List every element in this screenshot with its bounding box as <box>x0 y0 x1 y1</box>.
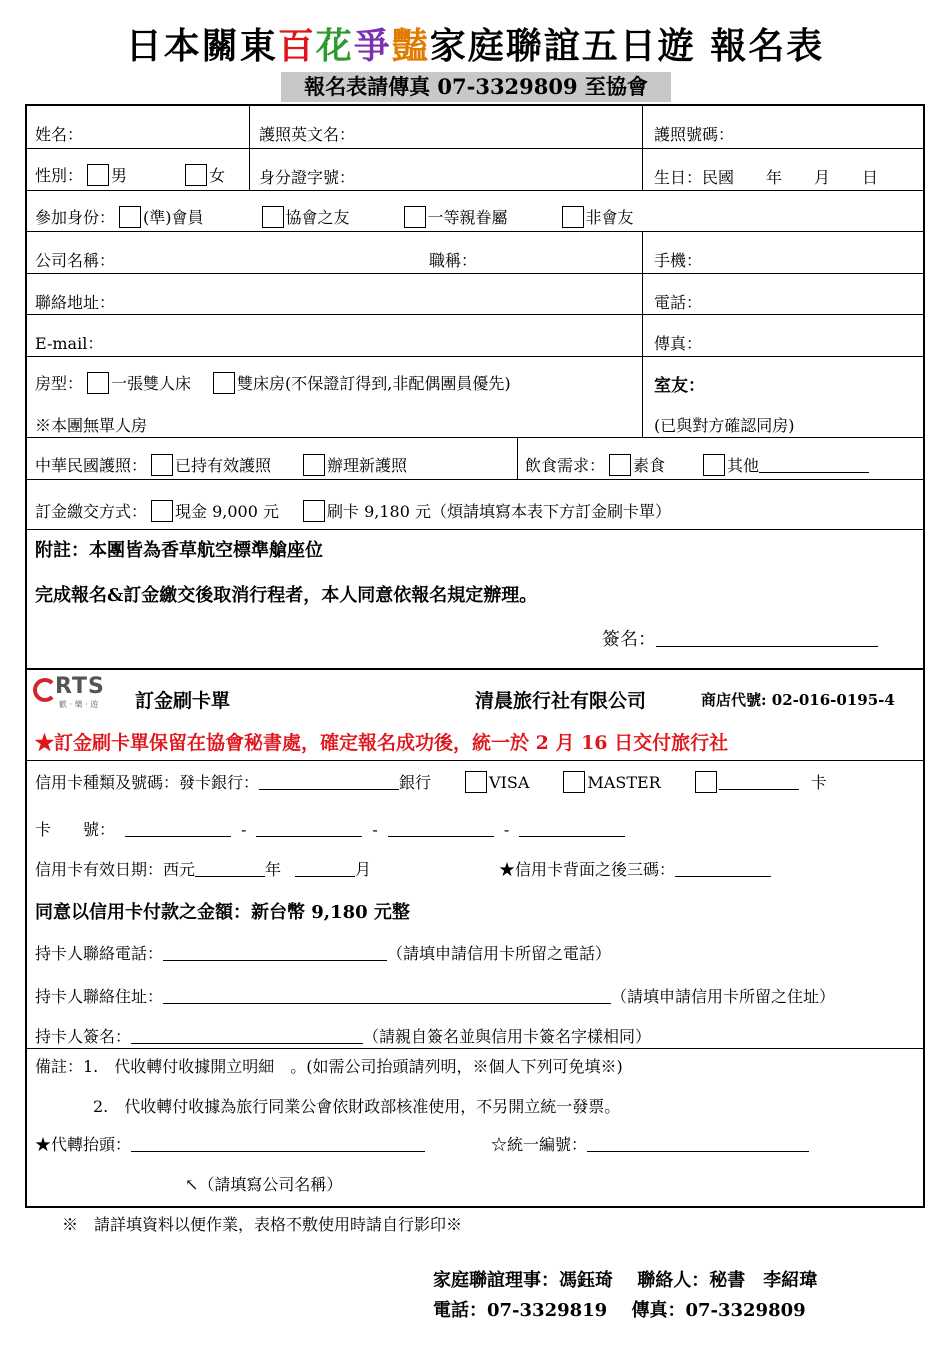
new-passport-checkbox[interactable] <box>303 454 325 476</box>
signature-field: 簽名： <box>602 625 878 651</box>
holder-sign-input[interactable] <box>131 1027 363 1044</box>
card-number-part-2[interactable] <box>256 820 362 837</box>
col-divider <box>517 437 518 479</box>
friend-checkbox[interactable] <box>262 206 284 228</box>
female-checkbox[interactable] <box>185 164 207 186</box>
roommate-note: (已與對方確認同房) <box>654 416 795 435</box>
note-airline: 附註：本團皆為香草航空標準艙座位 <box>35 540 323 561</box>
section-divider <box>27 668 923 670</box>
row-divider <box>27 479 923 480</box>
registration-form <box>25 104 925 1208</box>
remark-2: 2. 代收轉付收據為旅行同業公會依財政部核准使用，不另開立統一發票。 <box>93 1097 621 1116</box>
row-divider <box>27 231 923 232</box>
room-double-checkbox[interactable] <box>87 372 109 394</box>
room-twin-checkbox[interactable] <box>213 372 235 394</box>
remark-1: 備註：1. 代收轉付收據開立明細 。(如需公司抬頭請列明，※個人下列可免填※) <box>35 1057 623 1076</box>
other-card-input[interactable] <box>719 773 799 790</box>
cash-checkbox[interactable] <box>151 500 173 522</box>
agency-name: 清晨旅行社有限公司 <box>475 690 647 712</box>
row-divider <box>27 273 923 274</box>
bank-input[interactable] <box>259 773 399 790</box>
row-divider <box>27 314 923 315</box>
cvv-field: ★信用卡背面之後三碼： <box>499 857 771 880</box>
birthday-label: 生日：民國 年 月 日 <box>654 168 879 187</box>
diet-field: 飲食需求： 素食 其他 <box>525 453 869 476</box>
card-number-part-4[interactable] <box>519 820 625 837</box>
address-label: 聯絡地址： <box>35 293 116 312</box>
fax-banner: 報名表請傳真 07-3329809 至協會 <box>281 72 671 102</box>
holder-phone-input[interactable] <box>163 944 387 961</box>
fax-label: 傳真： <box>654 334 703 353</box>
member-checkbox[interactable] <box>119 206 141 228</box>
contact-phone: 電話：07-3329819 傳真：07-3329809 <box>433 1300 806 1321</box>
tax-id-input[interactable] <box>587 1135 809 1152</box>
row-divider <box>27 356 923 357</box>
col-divider <box>642 231 643 437</box>
phone-label: 電話： <box>654 293 703 312</box>
identity-field: 參加身份： (準)會員 協會之友 一等親眷屬 非會友 <box>35 208 634 227</box>
invoice-title-field: ★代轉抬頭： <box>35 1132 425 1155</box>
row-divider <box>27 190 923 191</box>
rts-logo: RTS 歡 ‧ 樂 ‧ 遊 <box>33 674 123 710</box>
holder-phone-field: 持卡人聯絡電話： （請填申請信用卡所留之電話） <box>35 944 612 963</box>
merchant-id: 商店代號: 02-016-0195-4 <box>701 691 895 709</box>
card-number-part-1[interactable] <box>125 820 231 837</box>
roommate-label: 室友： <box>654 376 705 396</box>
id-label: 身分證字號： <box>259 168 356 187</box>
family-checkbox[interactable] <box>404 206 426 228</box>
invoice-title-input[interactable] <box>131 1135 425 1152</box>
contact-info: 家庭聯誼理事：馮鈺琦 聯絡人：秘書 李紹瑋 <box>433 1270 818 1291</box>
card-number-field: 卡 號： - - - <box>35 817 625 840</box>
holder-address-field: 持卡人聯絡住址： （請填申請信用卡所留之住址） <box>35 987 836 1006</box>
mobile-label: 手機： <box>654 251 703 270</box>
gender-field: 性別： 男 女 <box>35 166 226 185</box>
name-label: 姓名： <box>35 125 84 144</box>
copy-note: ※ 請詳填資料以便作業，表格不敷使用時請自行影印※ <box>62 1215 463 1234</box>
card-checkbox[interactable] <box>303 500 325 522</box>
page-title: 日本關東百花爭豔家庭聯誼五日遊 報名表 <box>125 25 825 67</box>
signature-input[interactable] <box>656 630 878 647</box>
email-label: E-mail： <box>35 334 104 353</box>
master-checkbox[interactable] <box>563 771 585 793</box>
note-cancel: 完成報名&訂金繳交後取消行程者，本人同意依報名規定辦理。 <box>35 585 538 606</box>
other-diet-checkbox[interactable] <box>703 454 725 476</box>
have-passport-checkbox[interactable] <box>151 454 173 476</box>
card-type-field: 信用卡種類及號碼：發卡銀行： 銀行 VISA MASTER 卡 <box>35 773 827 792</box>
passport-no-label: 護照號碼： <box>654 125 735 144</box>
row-divider <box>27 148 923 149</box>
tax-id-field: ☆統一編號： <box>491 1132 809 1155</box>
passport-field: 中華民國護照： 已持有效護照 辦理新護照 <box>35 456 408 475</box>
other-diet-input[interactable] <box>759 456 869 473</box>
room-field: 房型： 一張雙人床 雙床房(不保證訂得到,非配偶團員優先) <box>35 374 511 393</box>
deposit-field: 訂金繳交方式： 現金 9,000 元 刷卡 9,180 元（煩請填寫本表下方訂金刷卡單） <box>35 502 671 521</box>
agree-amount: 同意以信用卡付款之金額：新台幣 9,180 元整 <box>35 902 410 923</box>
col-divider <box>642 106 643 190</box>
row-divider <box>27 1048 923 1049</box>
company-label: 公司名稱： <box>35 251 116 270</box>
no-single-note: ※本團無單人房 <box>35 416 148 435</box>
expiry-month-input[interactable] <box>295 860 355 877</box>
cvv-input[interactable] <box>675 860 771 877</box>
male-checkbox[interactable] <box>87 164 109 186</box>
job-title-label: 職稱： <box>429 251 478 270</box>
card-form-title: 訂金刷卡單 <box>135 690 231 712</box>
holder-sign-field: 持卡人簽名： （請親自簽名並與信用卡簽名字樣相同） <box>35 1027 652 1046</box>
company-hint: ↖（請填寫公司名稱） <box>185 1175 343 1194</box>
row-divider <box>27 437 923 438</box>
card-notice: ★訂金刷卡單保留在協會秘書處，確定報名成功後，統一於 2 月 16 日交付旅行社 <box>35 732 729 754</box>
col-divider <box>249 106 250 190</box>
other-card-checkbox[interactable] <box>695 771 717 793</box>
visa-checkbox[interactable] <box>465 771 487 793</box>
expiry-year-input[interactable] <box>195 860 265 877</box>
rts-logo-mark <box>33 678 57 702</box>
nonmember-checkbox[interactable] <box>562 206 584 228</box>
row-divider <box>27 760 923 761</box>
holder-address-input[interactable] <box>163 987 611 1004</box>
card-number-part-3[interactable] <box>388 820 494 837</box>
expiry-field: 信用卡有效日期：西元 年 月 <box>35 860 372 879</box>
veg-checkbox[interactable] <box>609 454 631 476</box>
passport-en-label: 護照英文名： <box>259 125 356 144</box>
row-divider <box>27 529 923 530</box>
